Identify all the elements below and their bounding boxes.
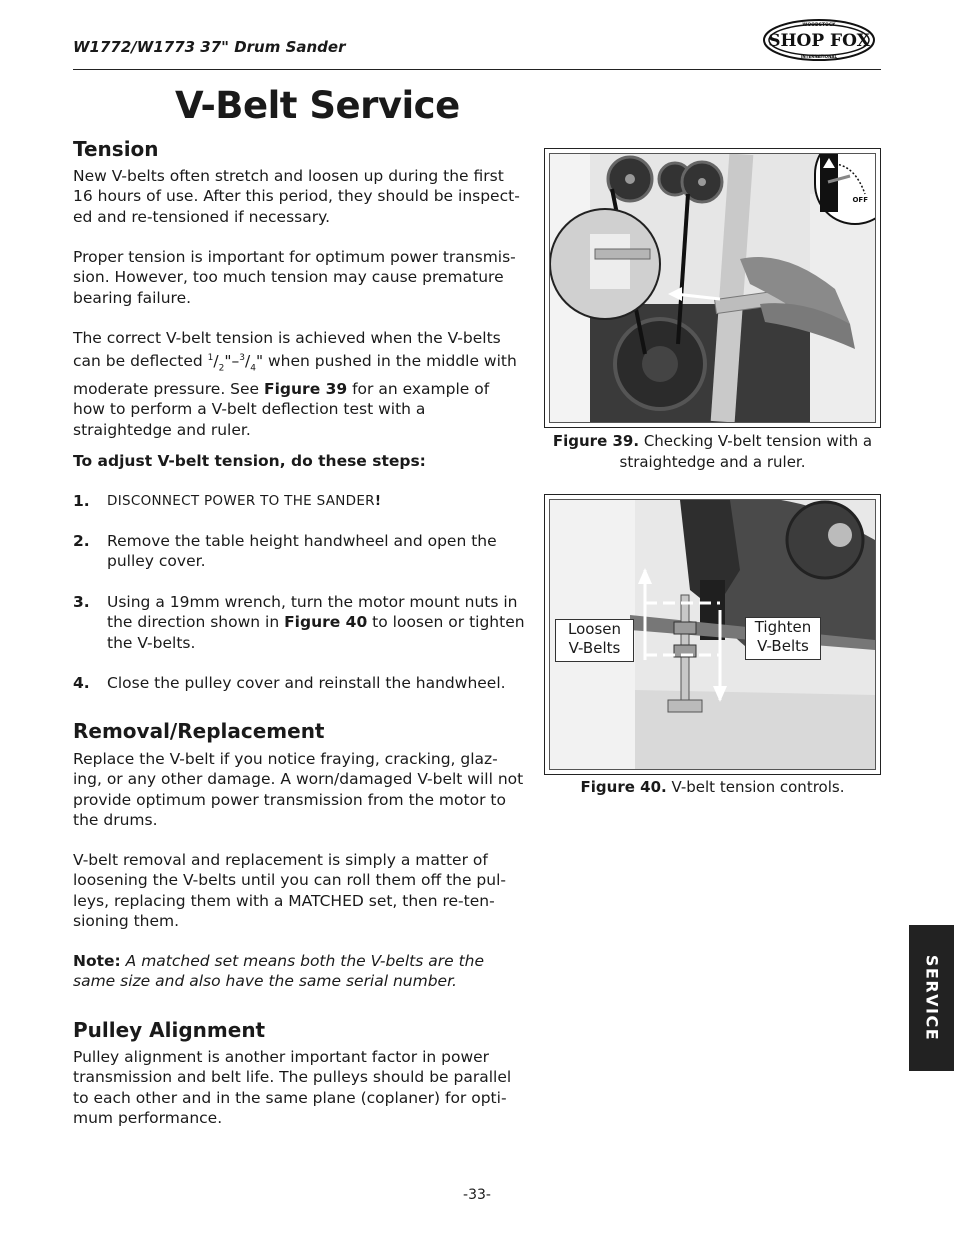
figure-39-illustration [550,154,875,422]
loosen-v-belts-label [555,619,634,662]
step-text: Remove the table height handwheel and open the pulley cover. [107,532,497,571]
fraction-1-denominator: 2 [218,363,225,374]
loosen-label-line-2: V-Belts [568,639,621,657]
note-text: A matched set means both the V-belts are the same size and also have the same serial number. [73,952,485,991]
fraction-1-numerator: 1 [207,353,214,364]
fraction-2-denominator: 4 [250,363,256,374]
page-title: V-Belt Service [175,84,460,127]
step-1 [73,491,525,512]
step-number: 1. [73,492,90,510]
header-rule [73,69,881,70]
step-1-suffix: ! [374,493,382,509]
step-number: 3. [73,593,90,611]
figure-39-reference: Figure 39 [264,380,348,399]
fraction-separator: "– [224,352,240,371]
figure-40-caption [544,777,881,798]
figure-40-caption-text: V-belt tension controls. [666,778,845,796]
page-number: -33- [463,1187,491,1203]
document-header-title: W1772/W1773 37" Drum Sander [73,38,346,56]
step-3-text-a: Using a 19mm wrench, turn the motor mount nuts in the direction shown in [107,593,518,632]
figure-39-caption-text: Checking V-belt tension with a straightedge and a ruler. [619,432,873,471]
step-text [107,592,525,653]
tension-heading: Tension [73,137,159,161]
figure-39-label: Figure 39. [552,432,640,450]
side-tab-label: SERVICE [922,954,941,1042]
removal-paragraph-2: V-belt removal and replacement is simply a matter of loosening the V-belts until you can roll them off the pul-leys, replacing them with a MATCHED set, then re-ten-sioning them. [73,851,506,931]
tension-p3-part-a: The correct V-belt tension is achieved when the V-belts can be deflected [73,329,501,371]
step-text: Close the pulley cover and reinstall the handwheel. [107,674,506,692]
step-number: 4. [73,674,90,692]
pulley-heading: Pulley Alignment [73,1018,266,1042]
pulley-paragraph-1: Pulley alignment is another important factor in power transmission and belt life. The pulleys should be parallel to each other and in the same plane (coplaner) for opti-mum performance. [73,1048,512,1128]
loosen-label-line-1: Loosen [568,620,621,638]
logo-text: SHOP FOX [768,31,870,51]
step-number: 2. [73,532,90,550]
tighten-label-line-1: Tighten [754,618,812,636]
removal-note [73,951,525,992]
step-1-text: DISCONNECT POWER TO THE SANDER [107,493,375,509]
figure-40-label: Figure 40. [580,778,667,796]
shop-fox-logo [762,18,876,62]
tighten-v-belts-label [745,617,821,660]
figure-39-photo [549,153,876,423]
removal-heading: Removal/Replacement [73,719,325,743]
tension-p3-part-b: " when pushed in the middle with moderate pressure. See [73,352,517,399]
note-label: Note: [73,952,121,970]
steps-heading: To adjust V-belt tension, do these steps: [73,452,426,470]
tension-paragraph-2: Proper tension is important for optimum power transmis-sion. However, too much tension may cause premature bearing failure. [73,248,516,307]
step-2 [73,531,525,573]
service-side-tab [909,925,954,1071]
removal-paragraph-1: Replace the V-belt if you notice fraying, cracking, glaz-ing, or any other damage. A worn/damaged V-belt will not provide optimum power transmission from the motor to the drums. [73,750,524,830]
tension-paragraph-1: New V-belts often stretch and loosen up during the first 16 hours of use. After this period, they should be inspect-ed and re-tensioned if necessary. [73,167,520,226]
figure-39-caption [544,431,881,473]
tension-paragraph-3: The correct V-belt tension is achieved when the V-belts can be deflected $^1/_2"-^3/_4$" when pushed in the middle with moderate pressure. See Figure 39 for an example of how to perform a V-belt deflection test with a straightedge and ruler. [73,329,517,439]
logo-arc-top: WOODSTOCK [802,23,836,28]
tighten-label-line-2: V-Belts [757,637,809,655]
figure-39-frame [544,148,881,428]
inset-off-label: OFF [852,196,868,204]
fraction-2-numerator: 3 [239,353,245,364]
step-4 [73,673,525,694]
figure-40-reference: Figure 40 [284,613,368,632]
step-text [107,491,525,511]
logo-arc-bottom: INTERNATIONAL [800,54,838,59]
step-3 [73,592,525,654]
tension-p3-part-c: for an example of how to perform a V-belt deflection test with a straightedge and ruler. [73,380,490,439]
step-3-text-b: to loosen or tighten the V-belts. [107,613,525,652]
